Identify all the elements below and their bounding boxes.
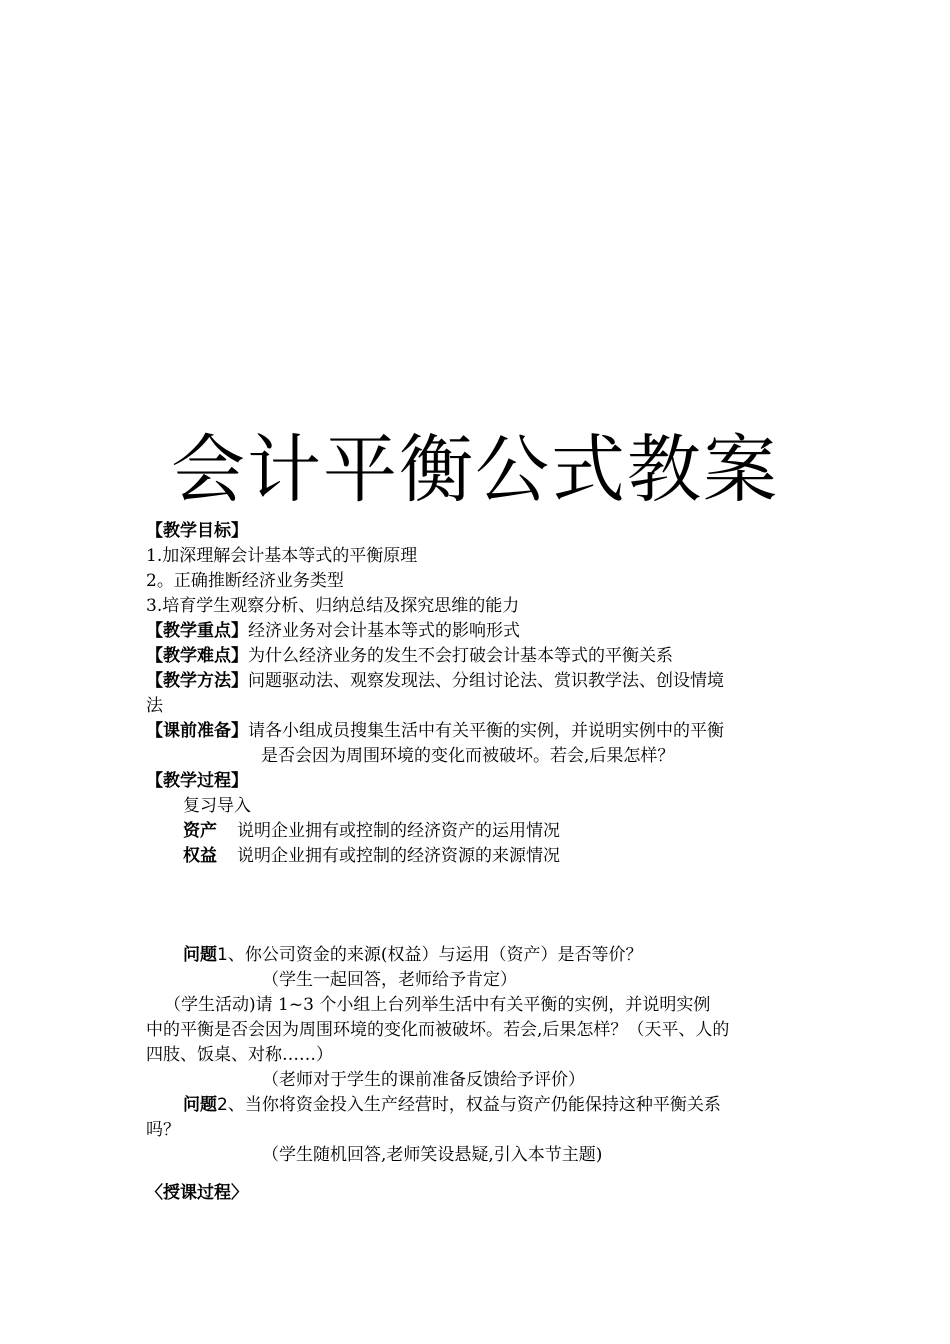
equity-term: 权益	[183, 846, 217, 866]
difficulty-text: 为什么经济业务的发生不会打破会计基本等式的平衡关系	[248, 646, 673, 666]
assets-term: 资产	[183, 821, 217, 841]
question-1-response: （学生一起回答，老师给予肯定）	[262, 970, 517, 990]
preparation-text-line2: 是否会因为周围环境的变化而被破坏。若会,后果怎样？	[261, 746, 675, 766]
activity-response: （老师对于学生的课前准备反馈给予评价）	[262, 1070, 585, 1090]
objectives-heading: 【教学目标】	[146, 521, 248, 541]
question-2-response: （学生随机回答,老师笑设悬疑,引入本节主题)	[262, 1145, 603, 1165]
difficulty-row	[146, 643, 673, 669]
review-intro: 复习导入	[183, 796, 251, 816]
question-2-text-line1: 、当你将资金投入生产经营时，权益与资产仍能保持这种平衡关系	[227, 1095, 721, 1115]
question-1	[183, 942, 642, 968]
question-2-number: 2	[217, 1095, 228, 1115]
equity-row	[183, 843, 560, 869]
question-2-label: 问题	[183, 1095, 217, 1115]
question-1-text: 、你公司资金的来源(权益）与运用（资产）是否等价？	[227, 945, 643, 965]
objective-item-1: 1.加深理解会计基本等式的平衡原理	[146, 546, 418, 566]
objective-item-2: 2。正确推断经济业务类型	[146, 571, 344, 591]
question-2-text-line2: 吗？	[146, 1120, 180, 1140]
activity-line-3: 四肢、饭桌、对称……）	[146, 1045, 333, 1065]
process-heading: 【教学过程】	[146, 771, 248, 791]
key-point-row	[146, 618, 520, 644]
preparation-text-line1: 请各小组成员搜集生活中有关平衡的实例，并说明实例中的平衡	[248, 721, 724, 741]
equity-desc: 说明企业拥有或控制的经济资源的来源情况	[237, 846, 560, 866]
methods-label: 【教学方法】	[146, 671, 248, 691]
document-title: 会计平衡公式教案	[171, 427, 779, 513]
activity-line-1: （学生活动)请 1~3 个小组上台列举生活中有关平衡的实例，并说明实例	[164, 995, 711, 1015]
objective-item-3: 3.培育学生观察分析、归纳总结及探究思维的能力	[146, 596, 520, 616]
preparation-row	[146, 718, 724, 744]
assets-desc: 说明企业拥有或控制的经济资产的运用情况	[237, 821, 560, 841]
methods-text-line1: 问题驱动法、观察发现法、分组讨论法、赏识教学法、创设情境	[248, 671, 724, 691]
difficulty-label: 【教学难点】	[146, 646, 248, 666]
question-1-label: 问题	[183, 945, 217, 965]
teaching-process-heading: 〈授课过程〉	[146, 1183, 248, 1203]
assets-row	[183, 818, 560, 844]
methods-row	[146, 668, 724, 694]
preparation-label: 【课前准备】	[146, 721, 248, 741]
key-point-text: 经济业务对会计基本等式的影响形式	[248, 621, 520, 641]
question-1-number: 1	[217, 945, 228, 965]
methods-text-line2: 法	[146, 696, 163, 716]
activity-line-2: 中的平衡是否会因为周围环境的变化而被破坏。若会,后果怎样？（天平、人的	[146, 1020, 730, 1040]
question-2	[183, 1092, 721, 1118]
key-point-label: 【教学重点】	[146, 621, 248, 641]
